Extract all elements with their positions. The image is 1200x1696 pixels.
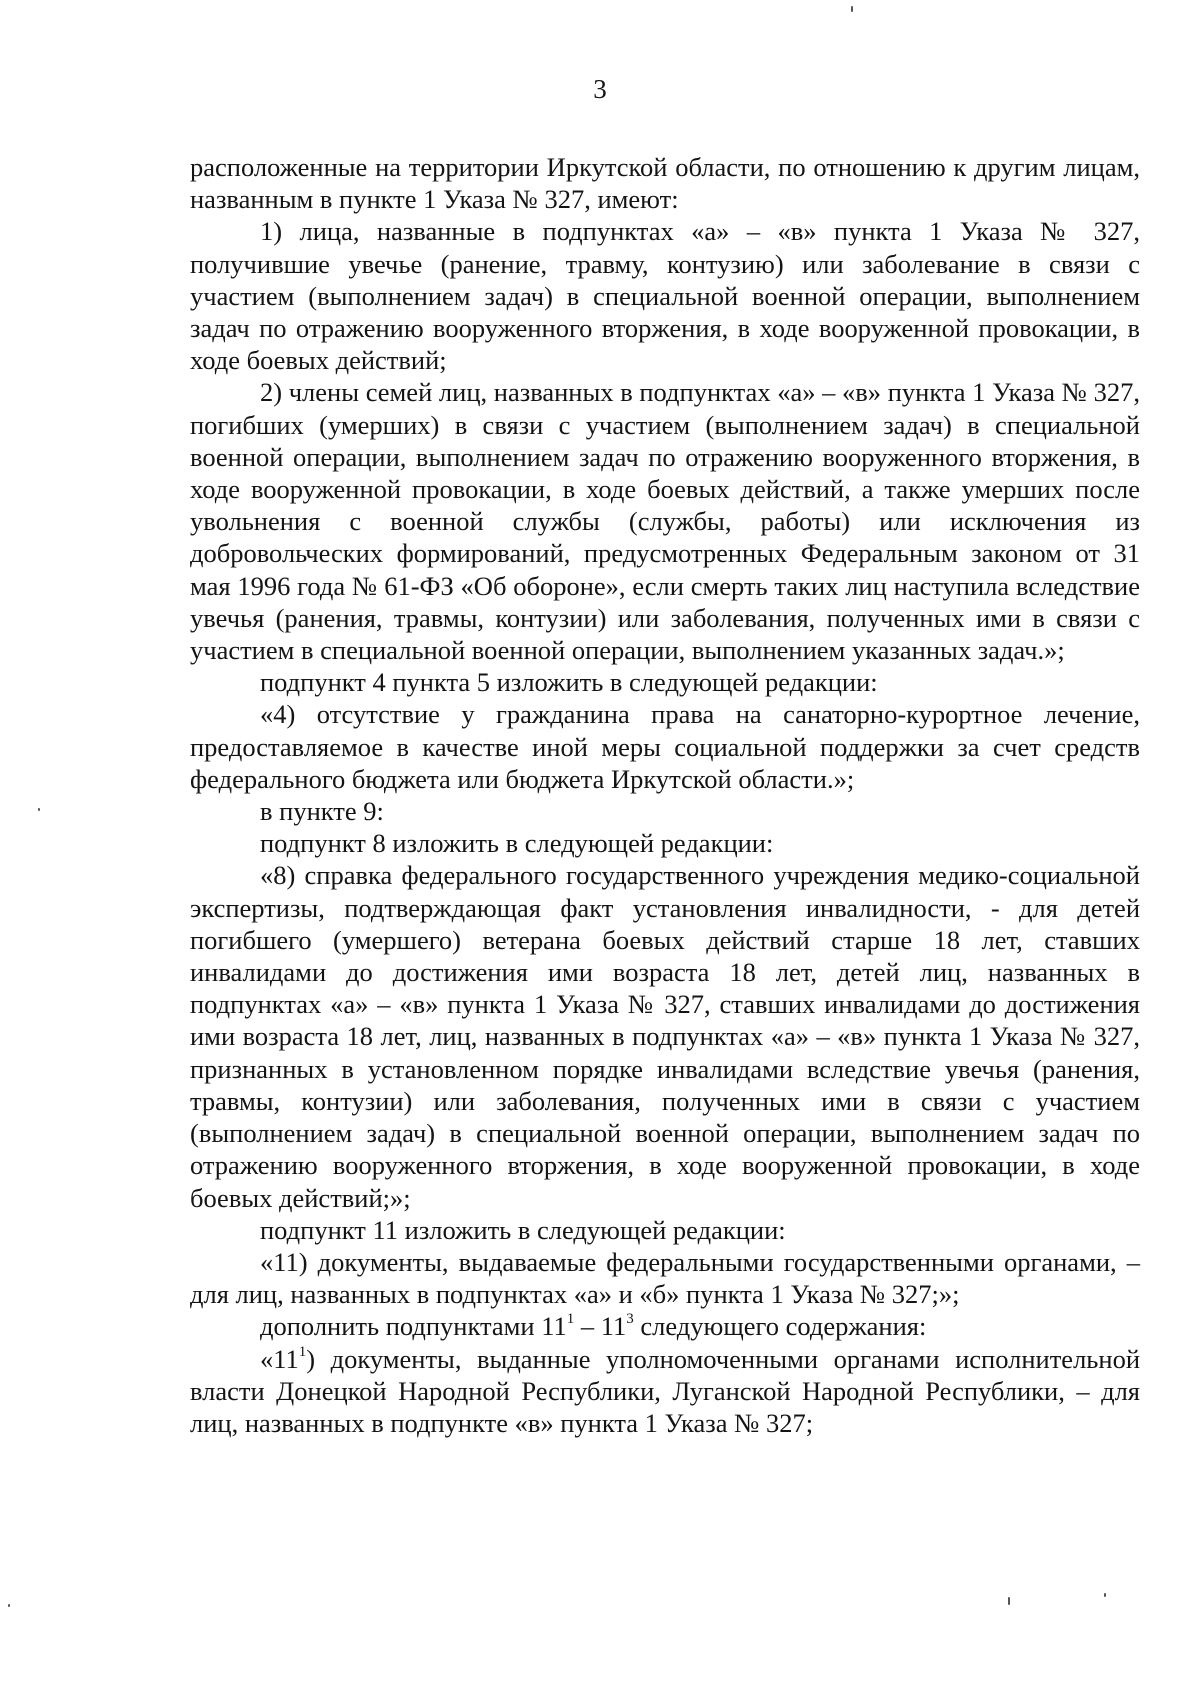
- paragraph: «4) отсутствие у гражданина права на санаторно-курортное лечение, предоставляемое в качестве иной меры социальной поддержки за счет средств федерального бюджета или бюджета Иркутской области.»;: [190, 699, 1140, 794]
- scan-speck: [38, 808, 40, 811]
- scan-speck: [851, 6, 853, 12]
- text-segment: следующего содержания:: [633, 1311, 927, 1342]
- page-number: 3: [593, 74, 607, 104]
- scan-speck: [8, 1604, 10, 1607]
- paragraph: подпункт 8 изложить в следующей редакции:: [260, 828, 774, 859]
- text-segment: «11: [260, 1343, 299, 1374]
- text-segment: ) документы, выданные уполномоченными органами исполнительной власти Донецкой Народной Республики, Луганской Народной Республики, – для лиц, названных в подпункте «в» пункта 1 Указа № 327;: [190, 1343, 1140, 1438]
- text-segment: – 11: [574, 1311, 627, 1342]
- paragraph: в пункте 9:: [260, 796, 384, 827]
- superscript: 1: [298, 1343, 307, 1360]
- paragraph: подпункт 4 пункта 5 изложить в следующей редакции:: [260, 667, 878, 698]
- paragraph: подпункт 11 изложить в следующей редакции:: [260, 1214, 786, 1245]
- text-segment: дополнить подпунктами 11: [260, 1311, 567, 1342]
- superscript: 3: [626, 1311, 634, 1328]
- paragraph-superscript: [190, 1310, 1140, 1342]
- paragraph: «11) документы, выдаваемые федеральными государственными органами, – для лиц, названных в подпунктах «а» и «б» пункта 1 Указа № 327;»;: [190, 1246, 1140, 1310]
- paragraph-superscript: [190, 1343, 1140, 1440]
- scan-speck: [1104, 1593, 1106, 1597]
- paragraph: расположенные на территории Иркутской области, по отношению к другим лицам, названным в пункте 1 Указа № 327, имеют:: [190, 152, 1140, 215]
- paragraph: 2) члены семей лиц, названных в подпунктах «а» – «в» пункта 1 Указа № 327, погибших (умерших) в связи с участием (выполнением задач) в специальной военной операции, выполнением задач по отражению вооруженного вторжения, в ходе вооруженной провокации, в ходе боевых действий, а также умерших после увольнения с военной службы (службы, работы) или исключения из добровольческих формирований, предусмотренных Федеральным законом от 31 мая 1996 года № 61-ФЗ «Об обороне», если смерть таких лиц наступила вследствие увечья (ранения, травмы, контузии) или заболевания, полученных ими в связи с участием в специальной военной операции, выполнением указанных задач.»;: [190, 377, 1140, 666]
- document-body: [190, 151, 1140, 1439]
- paragraph: 1) лица, названные в подпунктах «а» – «в» пункта 1 Указа № 327, получившие увечье (ранение, травму, контузию) или заболевание в связи с участием (выполнением задач) в специальной военной операции, выполнением задач по отражению вооруженного вторжения, в ходе вооруженной провокации, в ходе боевых действий;: [190, 216, 1140, 376]
- paragraph: «8) справка федерального государственного учреждения медико-социальной экспертизы, подтверждающая факт установления инвалидности, - для детей погибшего (умершего) ветерана боевых действий старше 18 лет, ставших инвалидами до достижения ими возраста 18 лет, детей лиц, названных в подпунктах «а» – «в» пункта 1 Указа № 327, ставших инвалидами до достижения ими возраста 18 лет, лиц, названных в подпунктах «а» – «в» пункта 1 Указа № 327, признанных в установленном порядке инвалидами вследствие увечья (ранения, травмы, контузии) или заболевания, полученных ими в связи с участием (выполнением задач) в специальной военной операции, выполнением задач по отражению вооруженного вторжения, в ходе вооруженной провокации, в ходе боевых действий;»;: [190, 860, 1140, 1213]
- scan-speck: [1008, 1597, 1010, 1605]
- superscript: 1: [566, 1311, 575, 1328]
